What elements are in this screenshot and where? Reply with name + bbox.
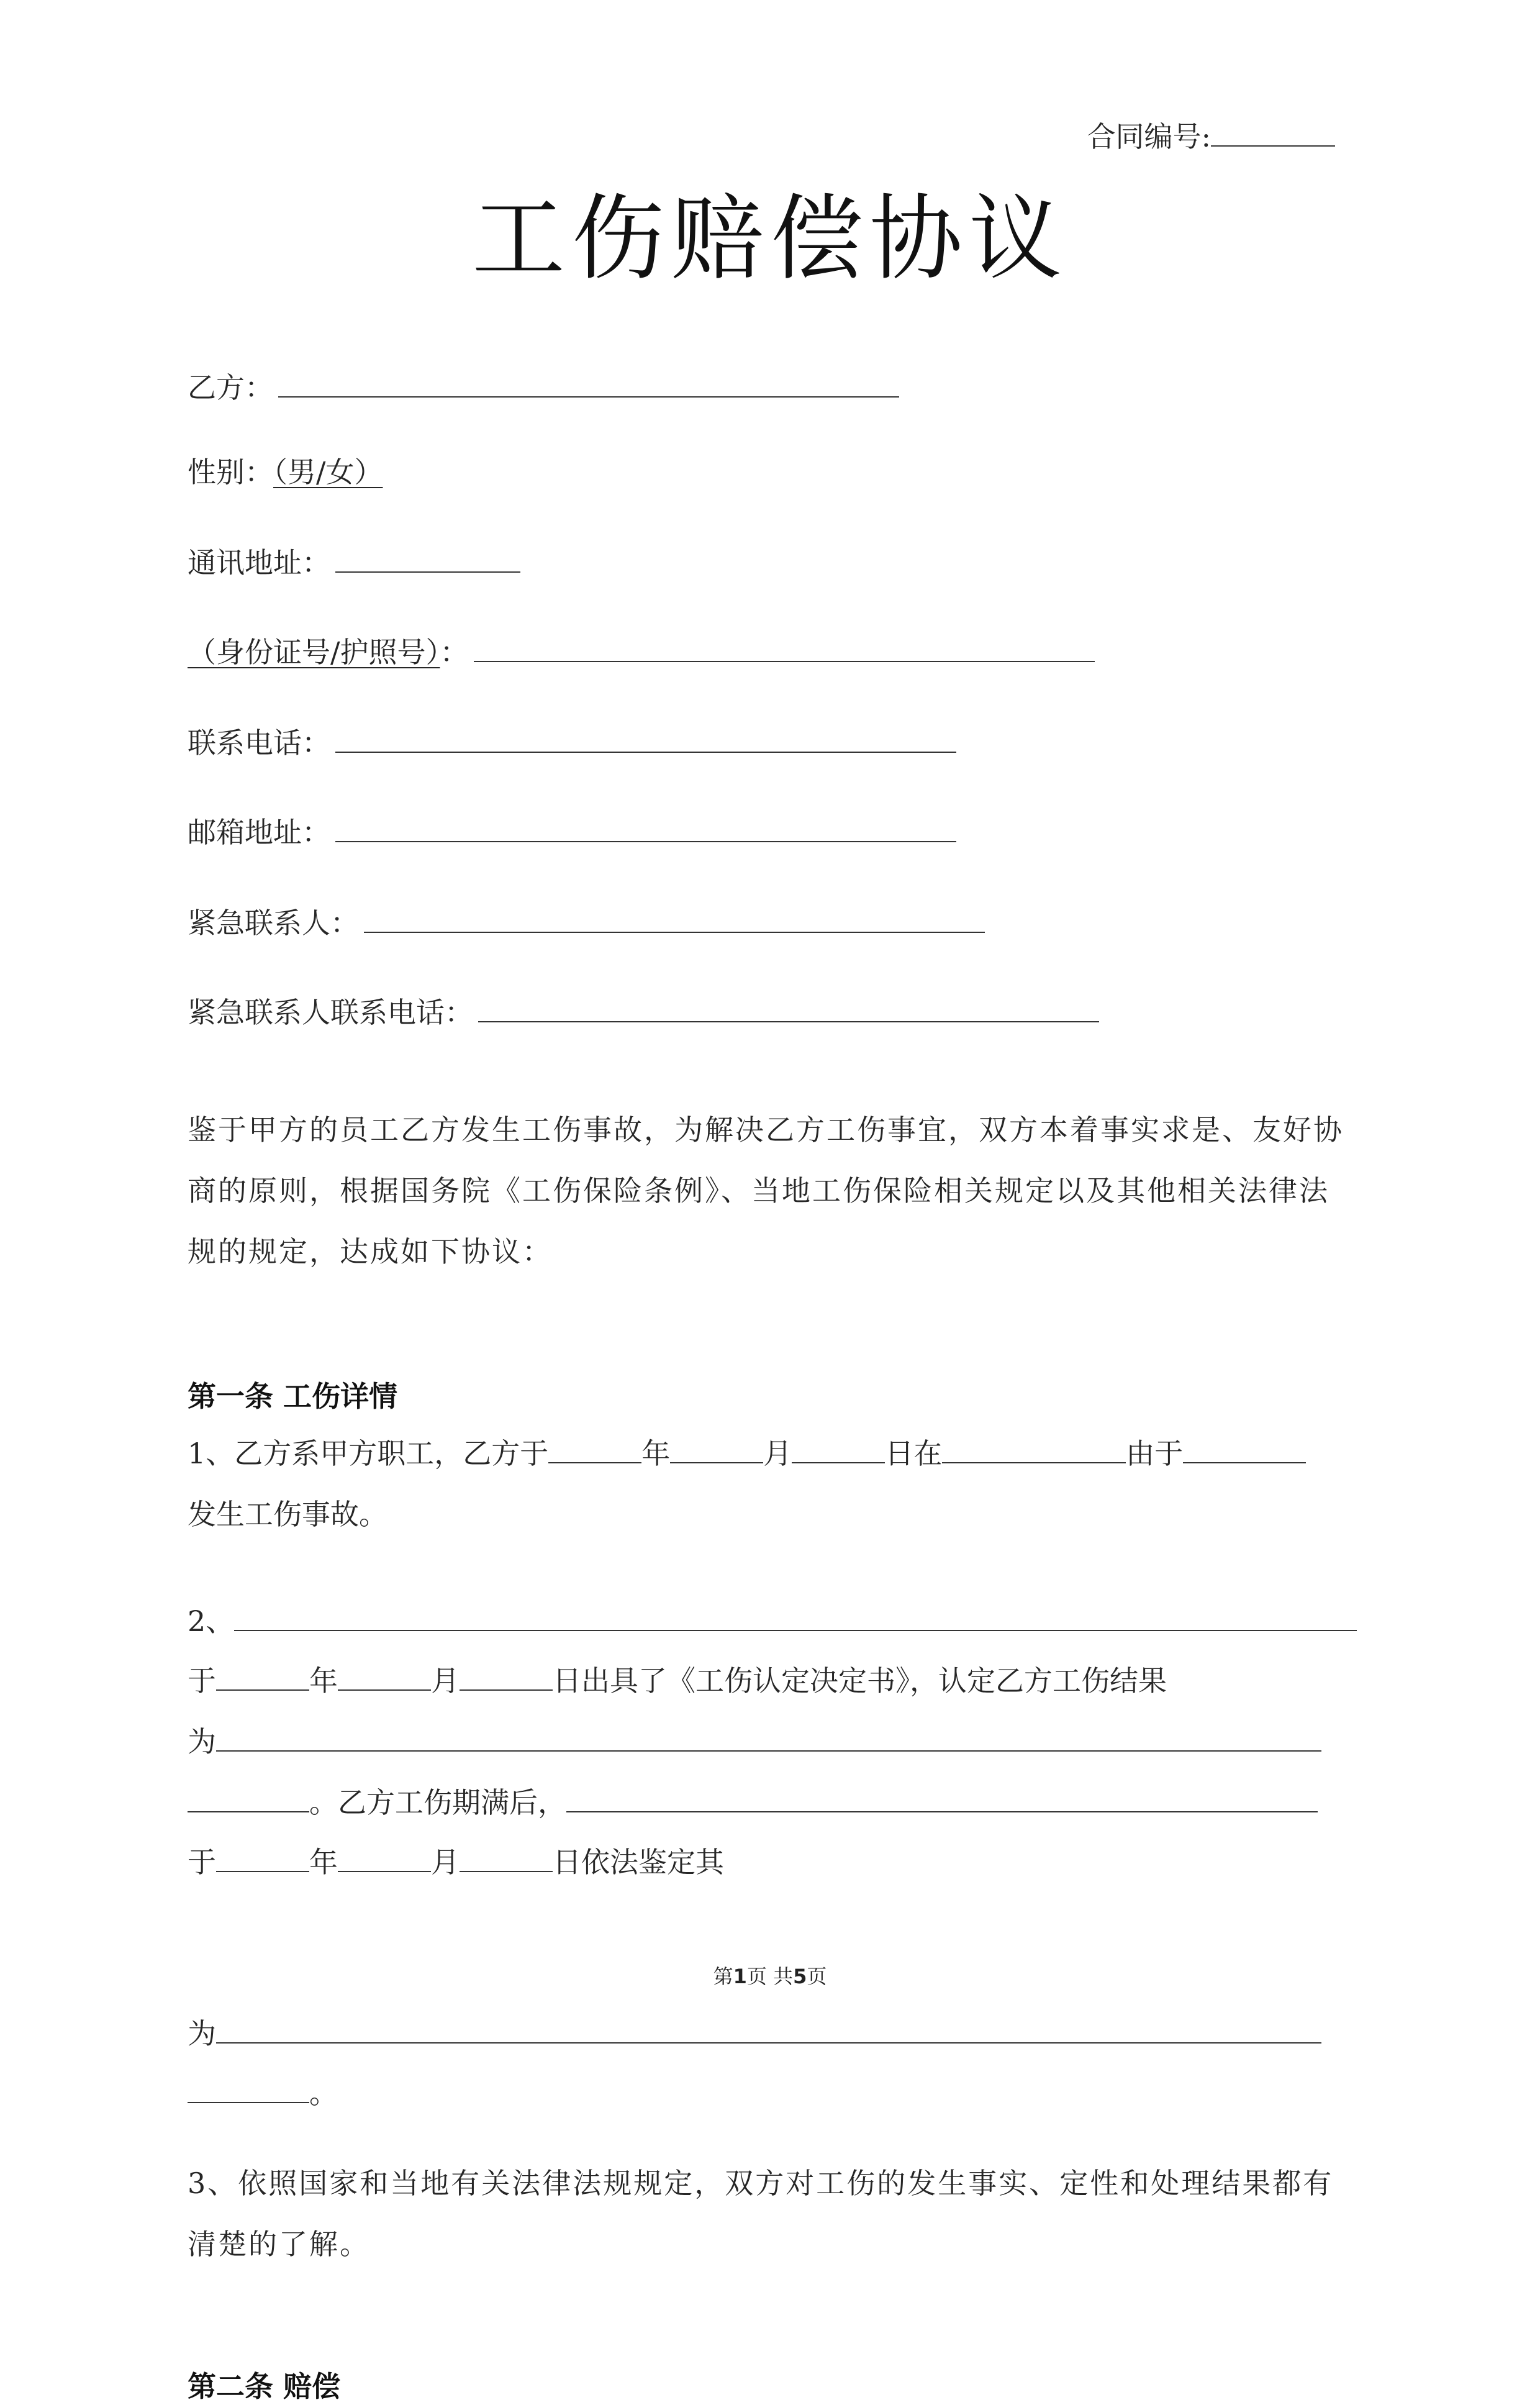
clause-2-day-blank[interactable] xyxy=(460,1662,553,1691)
clause-2-result-blank[interactable] xyxy=(216,1723,1321,1752)
clause-2-line-7 xyxy=(188,2075,338,2112)
clause-2-line-6 xyxy=(188,2015,1321,2052)
emergency-phone-label: 紧急联系人联系电话： xyxy=(188,996,473,1029)
clause-2-grade-blank-2[interactable] xyxy=(188,2075,309,2103)
emergency-contact-blank[interactable] xyxy=(364,904,985,933)
gender-label: 性别： xyxy=(188,455,273,489)
article-2-heading: 第二条 赔偿 xyxy=(188,2370,341,2403)
phone-line xyxy=(188,724,956,762)
clause-2-issued-text: 日出具了《工伤认定决定书》，认定乙方工伤结果 xyxy=(553,1664,1167,1698)
clause-2-result-blank-2[interactable] xyxy=(188,1784,309,1812)
party-b-name-label: 乙方： xyxy=(188,371,273,404)
clause-2-line-1 xyxy=(188,1603,1357,1640)
clause-2-line-5 xyxy=(188,1844,724,1881)
phone-blank[interactable] xyxy=(335,724,956,753)
clause-2-year-blank-2[interactable] xyxy=(216,1844,309,1872)
clause-1-year-blank[interactable] xyxy=(548,1435,641,1463)
clause-2-month-blank-2[interactable] xyxy=(338,1844,431,1872)
clause-3-paragraph: 3、依照国家和当地有关法律法规规定，双方对工伤的发生事实、定性和处理结果都有清楚的了解。 xyxy=(188,2166,1334,2261)
page-middle: 页 共 xyxy=(746,1965,794,1988)
id-label: （身份证号/护照号） xyxy=(188,635,440,669)
contract-number-line xyxy=(1087,118,1336,155)
clause-2-year-blank[interactable] xyxy=(216,1662,309,1691)
clause-2-grade-blank[interactable] xyxy=(216,2015,1321,2044)
page-prefix: 第 xyxy=(713,1965,733,1988)
emergency-contact-line xyxy=(188,904,985,942)
clause-2-wei: 为 xyxy=(188,1725,216,1758)
address-label: 通讯地址： xyxy=(188,546,330,580)
party-b-name-blank[interactable] xyxy=(278,369,899,398)
id-line xyxy=(188,634,1095,671)
party-b-name-line xyxy=(188,369,899,406)
email-label: 邮箱地址： xyxy=(188,816,330,849)
clause-2-month-label: 月 xyxy=(431,1664,460,1698)
page-total: 5 xyxy=(793,1965,807,1988)
emergency-contact-label: 紧急联系人： xyxy=(188,906,359,940)
email-line xyxy=(188,814,956,851)
clause-1-place-blank[interactable] xyxy=(942,1435,1126,1463)
clause-1-line-1 xyxy=(188,1435,1306,1472)
clause-2-yu-2: 于 xyxy=(188,1845,216,1879)
document-title: 工伤赔偿协议 xyxy=(471,185,1068,293)
clause-2-year-label: 年 xyxy=(309,1664,338,1698)
clause-2-end: 。 xyxy=(309,2076,338,2110)
clause-2-yu: 于 xyxy=(188,1664,216,1698)
phone-label: 联系电话： xyxy=(188,726,330,760)
id-blank[interactable] xyxy=(474,634,1095,662)
clause-1-year-label: 年 xyxy=(641,1437,671,1470)
clause-1-due-label: 由于 xyxy=(1126,1437,1184,1470)
address-line xyxy=(188,544,520,581)
clause-2-authority-blank[interactable] xyxy=(234,1603,1357,1631)
contract-number-label: 合同编号: xyxy=(1087,120,1211,153)
page-footer xyxy=(0,1963,1540,1990)
gender-value[interactable]: （男/女） xyxy=(273,455,383,489)
clause-2-line-3 xyxy=(188,1723,1321,1760)
contract-number-blank[interactable] xyxy=(1211,118,1335,147)
emergency-phone-blank[interactable] xyxy=(478,994,1099,1022)
page-number: 1 xyxy=(733,1965,747,1988)
id-colon: ： xyxy=(440,635,469,669)
clause-1-month-blank[interactable] xyxy=(670,1435,763,1463)
clause-2-appraise-text: 日依法鉴定其 xyxy=(553,1845,724,1879)
clause-1-day-blank[interactable] xyxy=(792,1435,885,1463)
clause-1-text-a: 1、乙方系甲方职工，乙方于 xyxy=(188,1437,549,1470)
article-1-heading: 第一条 工伤详情 xyxy=(188,1380,398,1413)
clause-2-line-2 xyxy=(188,1662,1167,1699)
page-suffix: 页 xyxy=(807,1965,827,1988)
clause-2-wei-2: 为 xyxy=(188,2017,216,2050)
clause-1-reason-blank[interactable] xyxy=(1183,1435,1306,1463)
emergency-phone-line xyxy=(188,994,1099,1031)
clause-2-month-label-2: 月 xyxy=(431,1845,460,1879)
preamble-paragraph: 鉴于甲方的员工乙方发生工伤事故，为解决乙方工伤事宜，双方本着事实求是、友好协商的原则，根据国务院《工伤保险条例》、当地工伤保险相关规定以及其他相关法律法规的规定，达成如下协议： xyxy=(188,1113,1344,1268)
address-blank[interactable] xyxy=(335,544,520,573)
clause-2-year-label-2: 年 xyxy=(309,1845,338,1879)
clause-1-month-label: 月 xyxy=(763,1437,792,1470)
clause-1-line-2: 发生工伤事故。 xyxy=(188,1498,387,1531)
email-blank[interactable] xyxy=(335,814,956,842)
clause-2-line-4 xyxy=(188,1784,1318,1821)
clause-2-day-blank-2[interactable] xyxy=(460,1844,553,1872)
clause-2-appraiser-blank[interactable] xyxy=(566,1784,1318,1812)
clause-2-number: 2、 xyxy=(188,1604,235,1638)
clause-2-after-text: 。乙方工伤期满后， xyxy=(309,1786,566,1819)
gender-line xyxy=(188,453,383,491)
clause-2-month-blank[interactable] xyxy=(338,1662,431,1691)
clause-1-day-at-label: 日在 xyxy=(885,1437,943,1470)
